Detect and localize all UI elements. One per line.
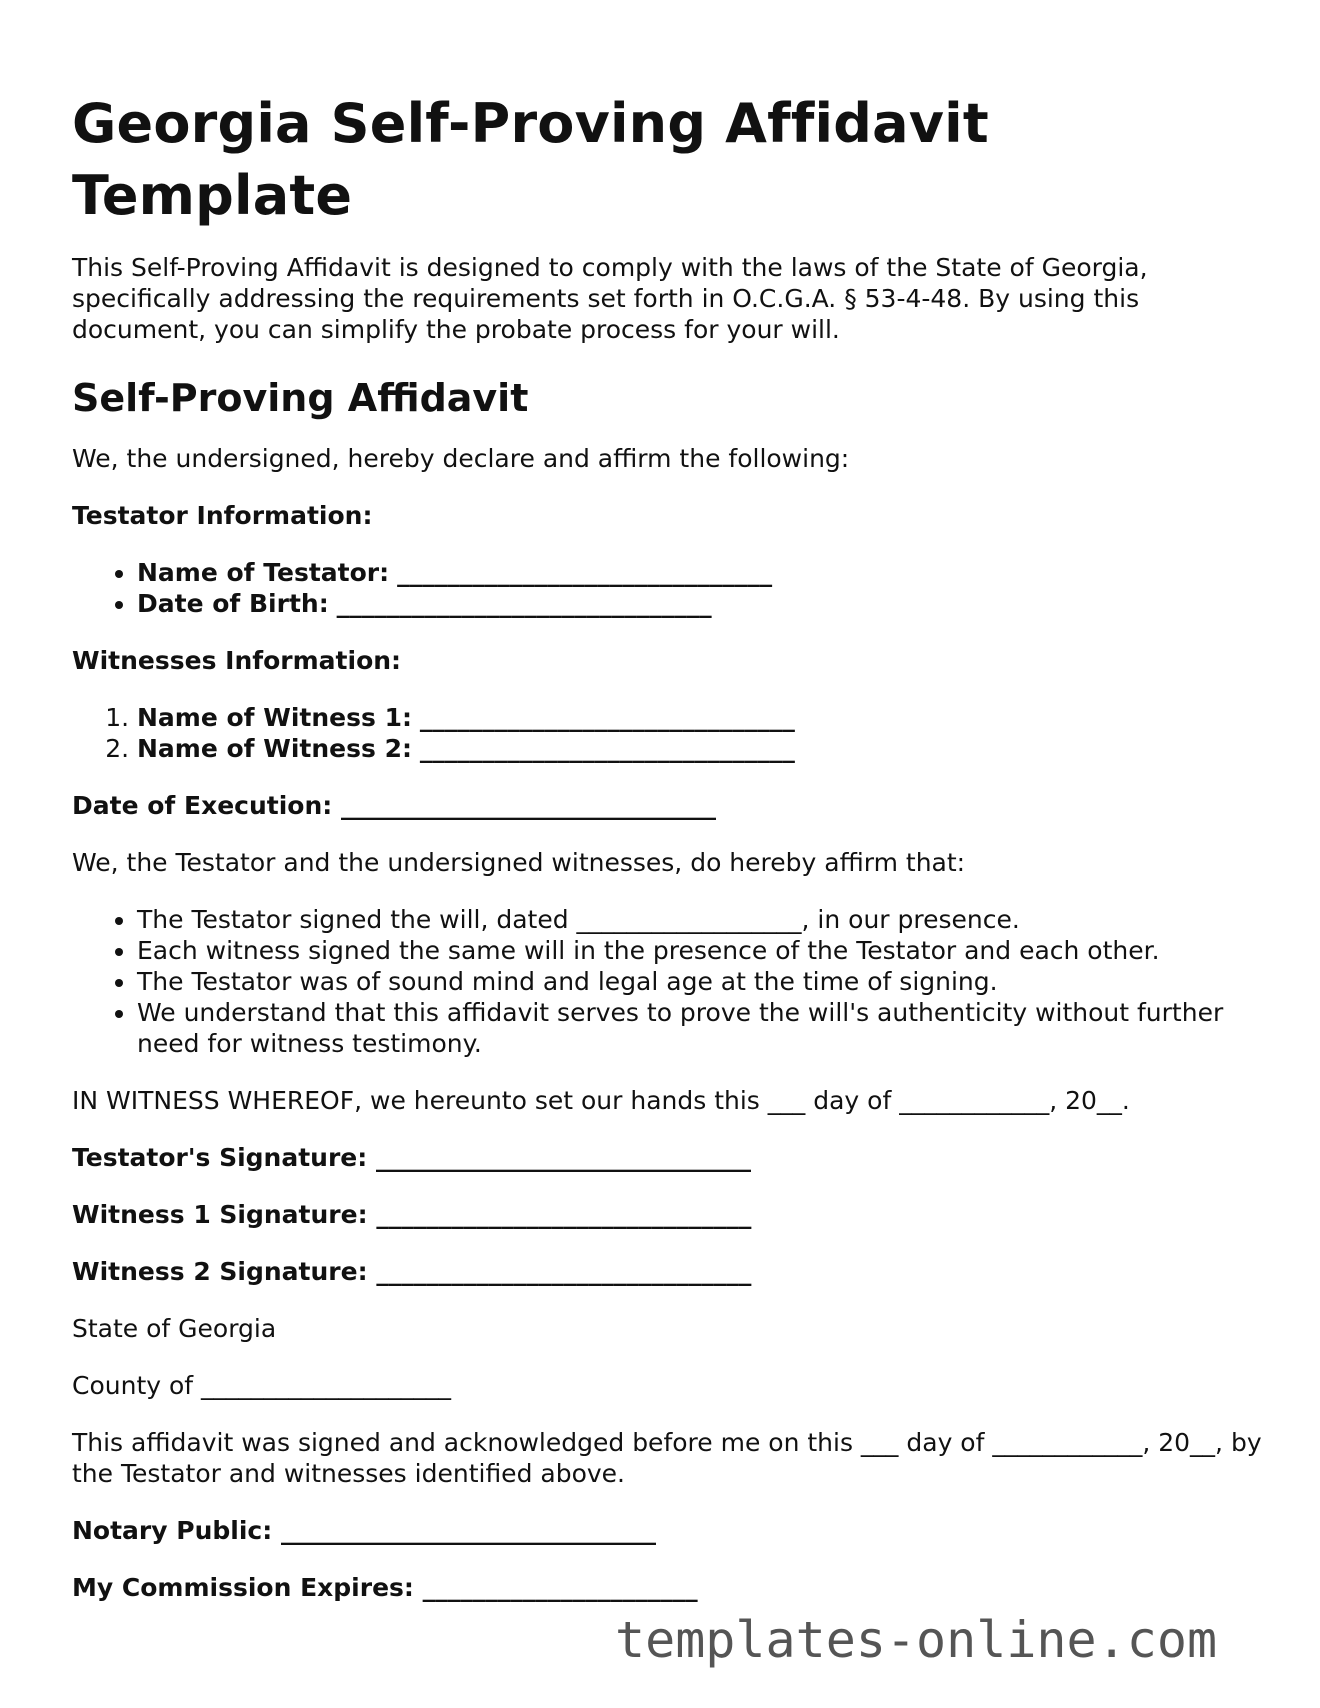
commission-field xyxy=(72,1572,1262,1603)
state-line: State of Georgia xyxy=(72,1314,277,1343)
county-line: County of ____________________ xyxy=(72,1371,452,1400)
list-item xyxy=(137,557,1262,588)
acknowledgment-paragraph: This affidavit was signed and acknowledged before me on this ___ day of ____________, 20__, by the Testator and witnesses identified above. xyxy=(72,1428,1262,1488)
blank-line: ______________________________ xyxy=(397,558,773,587)
blank-line: ______________________________ xyxy=(419,734,795,763)
watermark-text: templates-online.com xyxy=(615,1611,1218,1669)
field-label: Name of Witness 2: xyxy=(137,734,412,763)
list-item: • The Testator signed the will, dated __________________, in our presence. xyxy=(137,904,1262,935)
field-label: Name of Witness 1: xyxy=(137,703,412,732)
blank-line: ______________________________ xyxy=(340,791,716,820)
blank-line: ______________________________ xyxy=(419,703,795,732)
document-title: Georgia Self-Proving Affidavit Template xyxy=(72,92,989,227)
witnesses-heading: Witnesses Information: xyxy=(72,646,402,675)
list-item xyxy=(137,702,1262,733)
field-label: Date of Birth: xyxy=(137,589,329,618)
field-label: Name of Testator: xyxy=(137,558,390,587)
field-label: Witness 2 Signature: xyxy=(72,1257,368,1286)
blank-line: ______________________________ xyxy=(375,1143,751,1172)
witness1-signature-field xyxy=(72,1199,1262,1230)
section-heading: Self-Proving Affidavit xyxy=(72,376,529,420)
field-label: Notary Public: xyxy=(72,1516,273,1545)
execution-date-field xyxy=(72,790,1262,821)
witness2-signature-field xyxy=(72,1256,1262,1287)
field-label: Testator's Signature: xyxy=(72,1143,368,1172)
blank-line: ______________________ xyxy=(422,1573,698,1602)
declaration-text: We, the undersigned, hereby declare and affirm the following: xyxy=(72,444,850,473)
intro-paragraph: This Self-Proving Affidavit is designed to comply with the laws of the State of Georgia, specifically addressing the requirements set forth in O.C.G.A. § 53-4-48. By using this document, you can simplify the probate process for your will. xyxy=(72,253,1148,344)
field-label: Date of Execution: xyxy=(72,791,333,820)
list-item: • We understand that this affidavit serves to prove the will's authenticity without further need for witness testimony. xyxy=(137,997,1262,1059)
testator-signature-field xyxy=(72,1142,1262,1173)
list-item xyxy=(137,588,1262,619)
blank-line: ______________________________ xyxy=(376,1257,752,1286)
witness-list xyxy=(72,702,1262,764)
blank-line: ______________________________ xyxy=(336,589,712,618)
blank-line: ______________________________ xyxy=(280,1516,656,1545)
field-label: My Commission Expires: xyxy=(72,1573,414,1602)
in-witness-clause: IN WITNESS WHEREOF, we hereunto set our hands this ___ day of ____________, 20__. xyxy=(72,1086,1130,1115)
list-item: • The Testator was of sound mind and legal age at the time of signing. xyxy=(137,966,1262,997)
testator-heading: Testator Information: xyxy=(72,501,373,530)
blank-line: ______________________________ xyxy=(376,1200,752,1229)
affirmation-list xyxy=(72,904,1262,1059)
affirm-intro: We, the Testator and the undersigned witnesses, do hereby affirm that: xyxy=(72,848,966,877)
notary-field xyxy=(72,1515,1262,1546)
list-item: • Each witness signed the same will in the presence of the Testator and each other. xyxy=(137,935,1262,966)
field-label: Witness 1 Signature: xyxy=(72,1200,368,1229)
list-item xyxy=(137,733,1262,764)
document-page xyxy=(72,88,1262,1629)
testator-list xyxy=(72,557,1262,619)
